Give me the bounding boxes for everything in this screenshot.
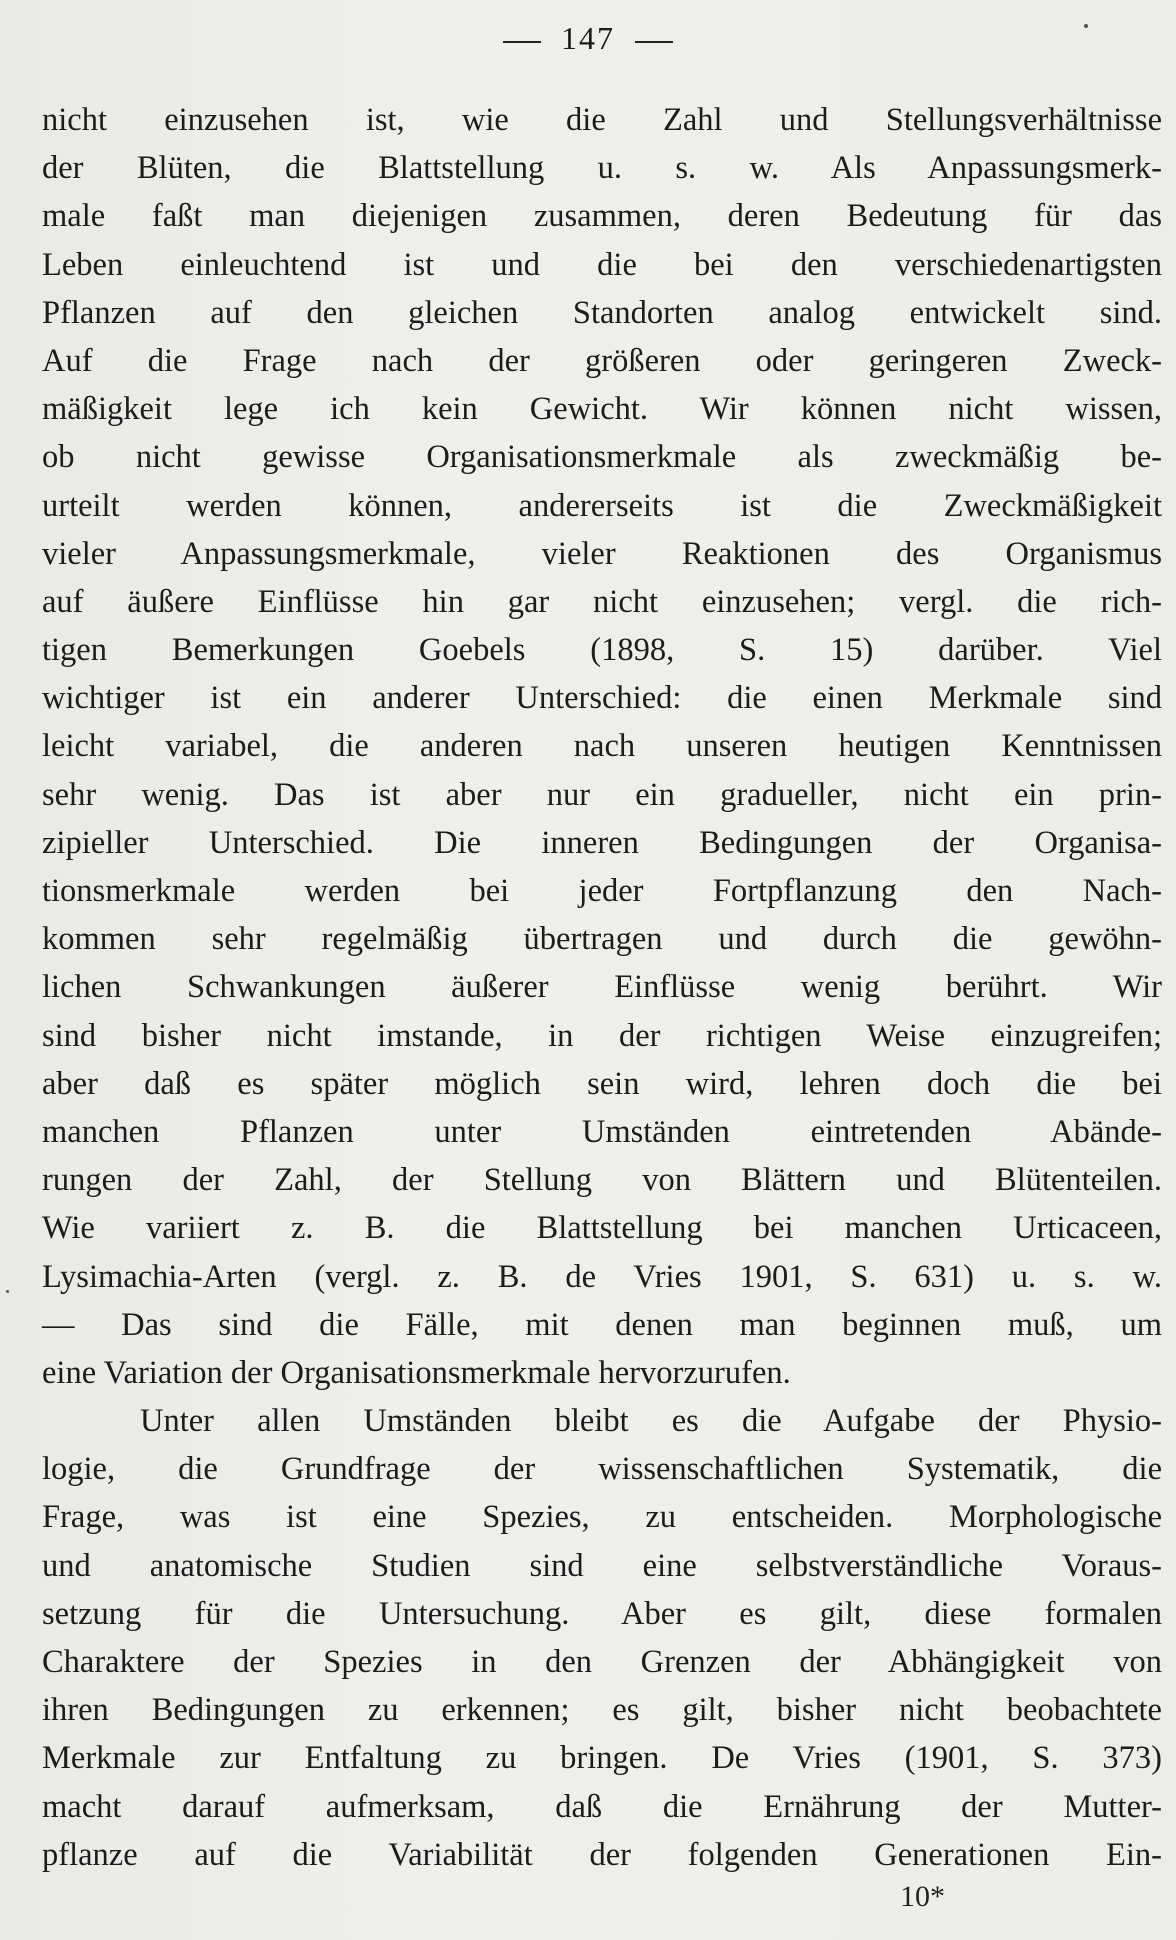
text-line: Leben einleuchtend ist und die bei den verschiedenartigsten: [42, 246, 1162, 283]
text-line: sehr wenig. Das ist aber nur ein gradueller, nicht ein prin-: [42, 776, 1162, 813]
text-line: auf äußere Einflüsse hin gar nicht einzusehen; vergl. die rich-: [42, 583, 1162, 620]
text-line: kommen sehr regelmäßig übertragen und durch die gewöhn-: [42, 921, 1162, 958]
text-line: Pflanzen auf den gleichen Standorten analog entwickelt sind.: [42, 294, 1162, 331]
text-line: rungen der Zahl, der Stellung von Blättern und Blütenteilen.: [42, 1162, 1162, 1199]
body-text: [42, 96, 1162, 1879]
text-line: eine Variation der Organisationsmerkmale hervorzurufen.: [42, 1354, 791, 1391]
text-line: lichen Schwankungen äußerer Einflüsse wenig berührt. Wir: [42, 969, 1162, 1006]
text-line: ihren Bedingungen zu erkennen; es gilt, bisher nicht beobachtete: [42, 1692, 1162, 1729]
text-line: urteilt werden können, andererseits ist die Zweckmäßigkeit: [42, 487, 1162, 524]
text-line: Merkmale zur Entfaltung zu bringen. De Vries (1901, S. 373): [42, 1740, 1162, 1777]
text-line: zipieller Unterschied. Die inneren Bedingungen der Organisa-: [42, 824, 1162, 861]
text-line: — Das sind die Fälle, mit denen man beginnen muß, um: [42, 1306, 1162, 1343]
text-line: setzung für die Untersuchung. Aber es gilt, diese formalen: [42, 1595, 1162, 1632]
header-dash-right: [635, 41, 673, 43]
text-line: Unter allen Umständen bleibt es die Aufgabe der Physio-: [140, 1403, 1162, 1440]
text-line: mäßigkeit lege ich kein Gewicht. Wir können nicht wissen,: [42, 391, 1162, 428]
text-line: tigen Bemerkungen Goebels (1898, S. 15) darüber. Viel: [42, 632, 1162, 669]
paper-speck: [1084, 24, 1088, 28]
text-line: aber daß es später möglich sein wird, lehren doch die bei: [42, 1065, 1162, 1102]
page-header: [0, 20, 1176, 57]
paper-speck: [6, 1290, 9, 1293]
text-line: leicht variabel, die anderen nach unseren heutigen Kenntnissen: [42, 728, 1162, 765]
text-line: vieler Anpassungsmerkmale, vieler Reaktionen des Organismus: [42, 535, 1162, 572]
paragraph-2: [42, 1397, 1162, 1879]
signature-mark: 10*: [900, 1880, 945, 1913]
text-line: male faßt man diejenigen zusammen, deren Bedeutung für das: [42, 198, 1162, 235]
text-line: Charaktere der Spezies in den Grenzen der Abhängigkeit von: [42, 1644, 1162, 1680]
text-line: sind bisher nicht imstande, in der richtigen Weise einzugreifen;: [42, 1017, 1162, 1054]
text-line: tionsmerkmale werden bei jeder Fortpflanzung den Nach-: [42, 873, 1162, 909]
paragraph-1: [42, 96, 1162, 1397]
text-line: pflanze auf die Variabilität der folgenden Generationen Ein-: [42, 1836, 1162, 1873]
text-line: der Blüten, die Blattstellung u. s. w. Als Anpassungsmerk-: [42, 150, 1162, 187]
text-line: Auf die Frage nach der größeren oder geringeren Zweck-: [42, 342, 1162, 379]
text-line: Frage, was ist eine Spezies, zu entscheiden. Morphologische: [42, 1499, 1162, 1536]
header-dash-left: [503, 41, 541, 43]
text-line: und anatomische Studien sind eine selbstverständliche Voraus-: [42, 1547, 1162, 1584]
text-line: Wie variiert z. B. die Blattstellung bei manchen Urticaceen,: [42, 1210, 1162, 1247]
text-line: logie, die Grundfrage der wissenschaftlichen Systematik, die: [42, 1451, 1162, 1488]
text-line: macht darauf aufmerksam, daß die Ernährung der Mutter-: [42, 1788, 1162, 1825]
text-line: Lysimachia-Arten (vergl. z. B. de Vries 1901, S. 631) u. s. w.: [42, 1258, 1162, 1295]
text-line: wichtiger ist ein anderer Unterschied: die einen Merkmale sind: [42, 680, 1162, 717]
text-line: manchen Pflanzen unter Umständen eintretenden Abände-: [42, 1113, 1162, 1150]
page-number: 147: [561, 20, 615, 56]
text-line: nicht einzusehen ist, wie die Zahl und Stellungsverhältnisse: [42, 102, 1162, 138]
text-line: ob nicht gewisse Organisationsmerkmale als zweckmäßig be-: [42, 439, 1162, 476]
